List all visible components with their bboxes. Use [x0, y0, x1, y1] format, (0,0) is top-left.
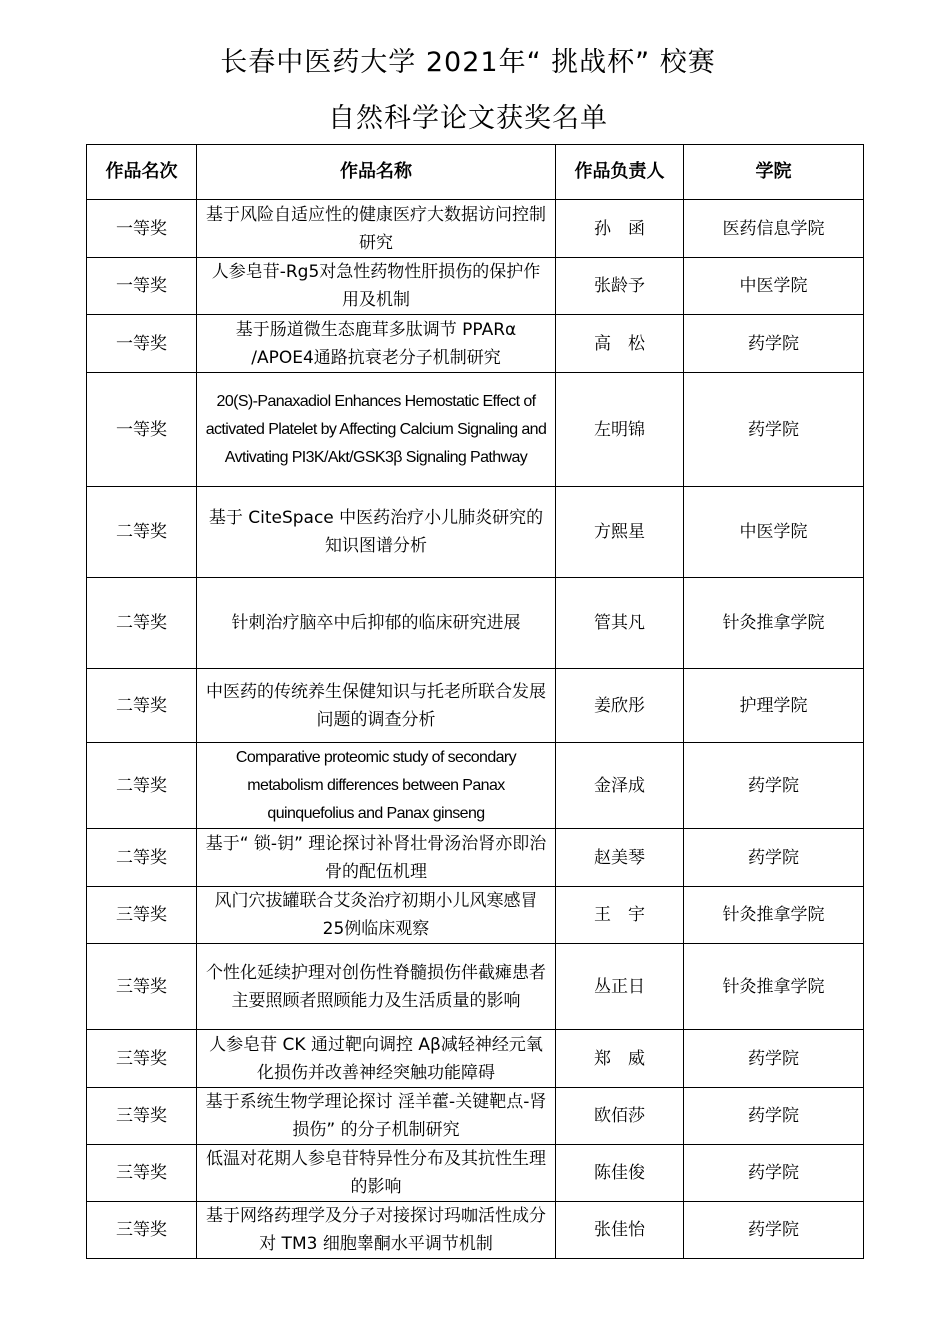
cell-rank: 二等奖: [87, 829, 197, 887]
table-row: [87, 944, 864, 1030]
cell-rank: 三等奖: [87, 944, 197, 1030]
cell-college: 针灸推拿学院: [684, 578, 864, 669]
cell-work-name: 20(S)-Panaxadiol Enhances Hemostatic Effect of activated Platelet by Affecting Calcium Signaling and Avtivating PI3K/Akt/GSK3β Signaling Pathway: [197, 373, 556, 487]
cell-work-name: 个性化延续护理对创伤性脊髓损伤伴截瘫患者主要照顾者照顾能力及生活质量的影响: [197, 944, 556, 1030]
cell-rank: 一等奖: [87, 373, 197, 487]
header-rank: 作品名次: [87, 145, 197, 200]
cell-work-name: 基于风险自适应性的健康医疗大数据访问控制研究: [197, 200, 556, 258]
cell-leader: 管其凡: [556, 578, 684, 669]
cell-college: 药学院: [684, 373, 864, 487]
table-row: [87, 1202, 864, 1259]
cell-rank: 三等奖: [87, 887, 197, 944]
cell-work-name: 低温对花期人参皂苷特异性分布及其抗性生理的影响: [197, 1145, 556, 1202]
cell-rank: 一等奖: [87, 200, 197, 258]
cell-college: 针灸推拿学院: [684, 944, 864, 1030]
table-row: [87, 258, 864, 315]
cell-work-name: 风门穴拔罐联合艾灸治疗初期小儿风寒感冒 25例临床观察: [197, 887, 556, 944]
table-row: [87, 578, 864, 669]
header-leader: 作品负责人: [556, 145, 684, 200]
cell-college: 药学院: [684, 1145, 864, 1202]
cell-college: 中医学院: [684, 258, 864, 315]
cell-rank: 二等奖: [87, 669, 197, 743]
cell-rank: 三等奖: [87, 1145, 197, 1202]
cell-leader: 金泽成: [556, 743, 684, 829]
cell-work-name: 针刺治疗脑卒中后抑郁的临床研究进展: [197, 578, 556, 669]
header-work-name: 作品名称: [197, 145, 556, 200]
cell-work-name: 中医药的传统养生保健知识与托老所联合发展问题的调查分析: [197, 669, 556, 743]
header-college: 学院: [684, 145, 864, 200]
cell-leader: 张佳怡: [556, 1202, 684, 1259]
document-subtitle: 自然科学论文获奖名单: [328, 103, 608, 134]
table-row: [87, 315, 864, 373]
table-row: [87, 669, 864, 743]
cell-rank: 二等奖: [87, 487, 197, 578]
cell-leader: 姜欣彤: [556, 669, 684, 743]
cell-leader: 张龄予: [556, 258, 684, 315]
table-row: [87, 1030, 864, 1088]
cell-leader: 高 松: [556, 315, 684, 373]
cell-leader: 郑 威: [556, 1030, 684, 1088]
table-row: [87, 829, 864, 887]
cell-rank: 二等奖: [87, 743, 197, 829]
cell-college: 医药信息学院: [684, 200, 864, 258]
cell-leader: 陈佳俊: [556, 1145, 684, 1202]
cell-rank: 一等奖: [87, 315, 197, 373]
cell-leader: 王 宇: [556, 887, 684, 944]
cell-leader: 丛正日: [556, 944, 684, 1030]
cell-rank: 一等奖: [87, 258, 197, 315]
table-header-row: [87, 145, 864, 200]
cell-leader: 孙 函: [556, 200, 684, 258]
cell-leader: 方熙星: [556, 487, 684, 578]
cell-college: 药学院: [684, 829, 864, 887]
cell-college: 药学院: [684, 1030, 864, 1088]
cell-college: 药学院: [684, 743, 864, 829]
document-title: 长春中医药大学 2021年“ 挑战杯” 校赛: [220, 47, 716, 78]
cell-rank: 三等奖: [87, 1088, 197, 1145]
cell-work-name: 基于“ 锁-钥” 理论探讨补肾壮骨汤治肾亦即治骨的配伍机理: [197, 829, 556, 887]
cell-rank: 二等奖: [87, 578, 197, 669]
table-row: [87, 1145, 864, 1202]
cell-leader: 欧佰莎: [556, 1088, 684, 1145]
cell-college: 护理学院: [684, 669, 864, 743]
table-row: [87, 887, 864, 944]
cell-college: 药学院: [684, 1202, 864, 1259]
cell-college: 针灸推拿学院: [684, 887, 864, 944]
cell-college: 药学院: [684, 1088, 864, 1145]
cell-rank: 三等奖: [87, 1030, 197, 1088]
cell-college: 中医学院: [684, 487, 864, 578]
table-row: [87, 1088, 864, 1145]
cell-work-name: 基于 CiteSpace 中医药治疗小儿肺炎研究的知识图谱分析: [197, 487, 556, 578]
cell-work-name: 人参皂苷 CK 通过靶向调控 Aβ减轻神经元氧化损伤并改善神经突触功能障碍: [197, 1030, 556, 1088]
cell-work-name: 基于网络药理学及分子对接探讨玛咖活性成分对 TM3 细胞睾酮水平调节机制: [197, 1202, 556, 1259]
table-row: [87, 487, 864, 578]
cell-work-name: Comparative proteomic study of secondary metabolism differences between Panax quinquefolius and Panax ginseng: [197, 743, 556, 829]
cell-work-name: 人参皂苷-Rg5对急性药物性肝损伤的保护作用及机制: [197, 258, 556, 315]
table-row: [87, 200, 864, 258]
cell-leader: 左明锦: [556, 373, 684, 487]
cell-work-name: 基于系统生物学理论探讨 淫羊藿-关键靶点-肾损伤” 的分子机制研究: [197, 1088, 556, 1145]
table-row: [87, 373, 864, 487]
cell-leader: 赵美琴: [556, 829, 684, 887]
award-table: [86, 144, 864, 1259]
table-row: [87, 743, 864, 829]
cell-college: 药学院: [684, 315, 864, 373]
cell-rank: 三等奖: [87, 1202, 197, 1259]
cell-work-name: 基于肠道微生态鹿茸多肽调节 PPARα /APOE4通路抗衰老分子机制研究: [197, 315, 556, 373]
